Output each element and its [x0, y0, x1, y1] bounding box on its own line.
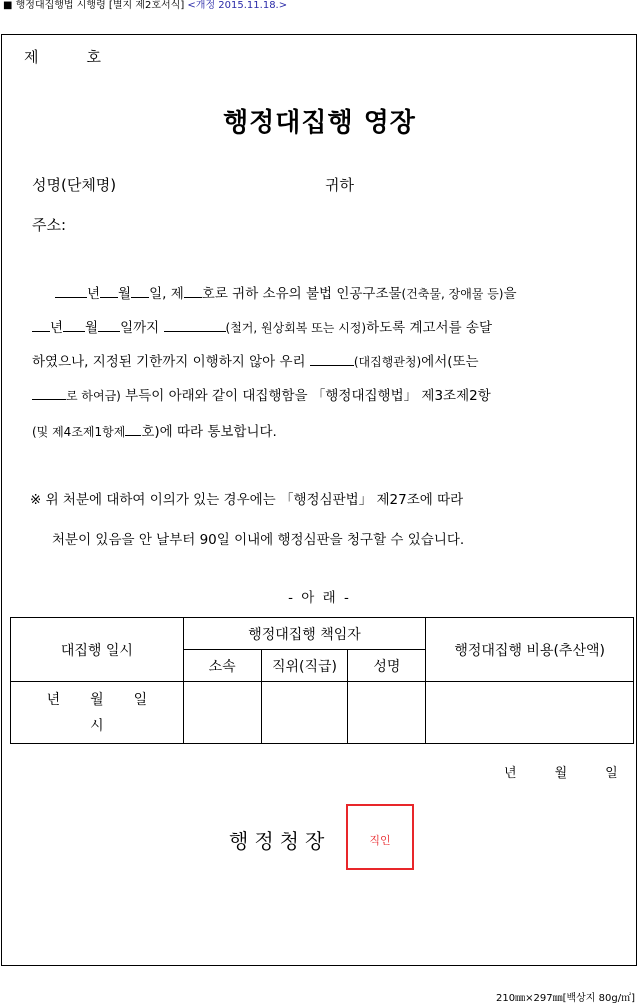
- body-line-3: 하였으나, 지정된 기한까지 이행하지 않아 우리 (대집행관청)에서(또는: [32, 354, 479, 370]
- body-line-2: 년 월 일까지 (철거, 원상회복 또는 시정)하도록 계고서를 송달: [32, 316, 492, 336]
- document-number: [24, 46, 101, 67]
- document-number-ho: 호: [86, 48, 101, 66]
- recipient-name-label: 성명(단체명): [32, 176, 117, 194]
- paper-spec: 210㎜×297㎜[백상지 80g/㎡]: [496, 993, 635, 1004]
- cell-department[interactable]: [183, 682, 261, 744]
- address-label: 주소:: [32, 216, 67, 234]
- header-execution-date: 대집행 일시: [11, 618, 184, 682]
- cell-officer-name[interactable]: [348, 682, 426, 744]
- header-department: 소속: [183, 650, 261, 682]
- form-header: [3, 0, 287, 12]
- form-header-text: ■ 행정대집행법 시행령 [별지 제2호서식]: [3, 0, 185, 11]
- body-line-4: 로 하여금) 부득이 아래와 같이 대집행함을 「행정대집행법」 제3조제2항: [32, 384, 491, 404]
- page-title: 행정대집행 영장: [223, 108, 416, 138]
- execution-table: [10, 617, 634, 744]
- header-officer: 행정대집행 책임자: [183, 618, 426, 650]
- amendment-date: <개정 2015.11.18.>: [187, 0, 288, 11]
- issue-date: 년 월 일: [504, 766, 618, 781]
- official-seal-box: [346, 804, 414, 870]
- body-line-1: 년 월 일, 제 호로 귀하 소유의 불법 인공구조물(건축물, 장애물 등)을: [55, 282, 517, 302]
- official-seal-label: 직인: [369, 834, 391, 847]
- appeal-notice-line-1: ※ 위 처분에 대하여 이의가 있는 경우에는 「행정심판법」 제27조에 따라: [30, 492, 464, 508]
- header-position: 직위(직급): [261, 650, 348, 682]
- header-officer-name: 성명: [348, 650, 426, 682]
- cell-cost[interactable]: [426, 682, 634, 744]
- appeal-notice-line-2: 처분이 있음을 안 날부터 90일 이내에 행정심판을 청구할 수 있습니다.: [52, 532, 465, 548]
- signer-title: 행정청장: [229, 829, 331, 853]
- document-number-je: 제: [24, 48, 39, 66]
- cell-position[interactable]: [261, 682, 348, 744]
- cell-execution-date[interactable]: 년 월 일 시: [11, 682, 184, 744]
- body-line-5: (및 제4조제1항제 호)에 따라 통보합니다.: [32, 424, 277, 440]
- below-heading: - 아 래 -: [288, 590, 351, 606]
- header-cost: 행정대집행 비용(추산액): [426, 618, 634, 682]
- recipient-honorific: 귀하: [325, 176, 354, 194]
